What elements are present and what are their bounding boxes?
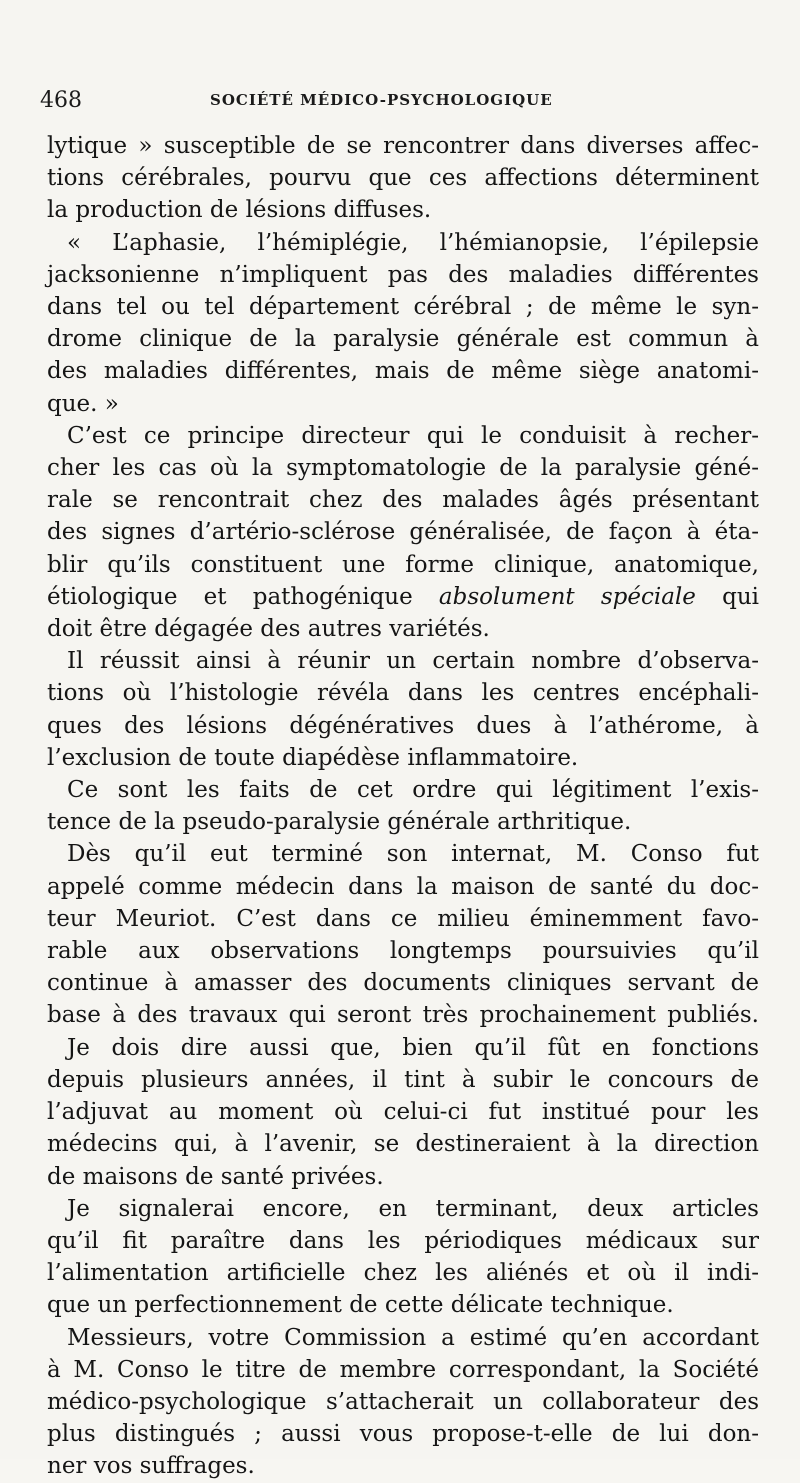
text-line: dans tel ou tel département cérébral ; de même le syn- xyxy=(47,294,759,321)
italic-text: absolument spéciale xyxy=(438,583,696,610)
text-fragment: étiologique et pathogénique xyxy=(47,583,439,610)
text-line: ques des lésions dégénératives dues à l’athérome, à xyxy=(47,712,759,739)
text-fragment: qui xyxy=(695,583,759,610)
text-line: ner vos suffrages. xyxy=(47,1453,255,1480)
text-line: tions où l’histologie révéla dans les centres encéphali- xyxy=(47,680,759,707)
text-line: appelé comme médecin dans la maison de santé du doc- xyxy=(47,873,759,900)
text-line: tence de la pseudo-paralysie générale arthritique. xyxy=(47,809,632,836)
text-line: des maladies différentes, mais de même siège anatomi- xyxy=(47,358,759,385)
text-line: l’exclusion de toute diapédèse inflammatoire. xyxy=(47,744,579,771)
text-line: doit être dégagée des autres variétés. xyxy=(47,616,490,643)
text-line: base à des travaux qui seront très prochainement publiés. xyxy=(47,1002,759,1029)
text-line: rale se rencontrait chez des malades âgés présentant xyxy=(47,487,759,514)
text-line: depuis plusieurs années, il tint à subir le concours de xyxy=(47,1066,759,1093)
text-line: à M. Conso le titre de membre correspondant, la Société xyxy=(47,1356,759,1383)
text-line: l’adjuvat au moment où celui-ci fut institué pour les xyxy=(47,1099,759,1126)
text-line: que. » xyxy=(47,390,119,417)
text-line: la production de lésions diffuses. xyxy=(47,197,432,224)
text-line: teur Meuriot. C’est dans ce milieu éminemment favo- xyxy=(47,905,759,932)
text-line: C’est ce principe directeur qui le conduisit à recher- xyxy=(67,422,759,449)
text-line: tions cérébrales, pourvu que ces affections déterminent xyxy=(47,165,759,192)
text-line: rable aux observations longtemps poursuivies qu’il xyxy=(47,938,759,965)
page-number: 468 xyxy=(40,88,82,113)
text-line xyxy=(47,581,759,613)
text-line: lytique » susceptible de se rencontrer dans diverses affec- xyxy=(47,133,759,159)
text-line: « L’aphasie, l’hémiplégie, l’hémianopsie, l’épilepsie xyxy=(67,229,759,256)
text-line: Il réussit ainsi à réunir un certain nombre d’observa- xyxy=(67,648,759,675)
text-line: plus distingués ; aussi vous propose-t-elle de lui don- xyxy=(47,1421,759,1448)
text-line: l’alimentation artificielle chez les aliénés et où il indi- xyxy=(47,1260,759,1287)
text-line: jacksonienne n’impliquent pas des maladies différentes xyxy=(47,261,759,288)
text-line: blir qu’ils constituent une forme clinique, anatomique, xyxy=(47,551,759,578)
text-line: des signes d’artério-sclérose généralisée, de façon à éta- xyxy=(47,519,759,546)
text-line: cher les cas où la symptomatologie de la paralysie géné- xyxy=(47,455,759,482)
text-line: médecins qui, à l’avenir, se destineraient à la direction xyxy=(47,1131,759,1158)
text-line: drome clinique de la paralysie générale est commun à xyxy=(47,326,759,353)
text-line: Ce sont les faits de cet ordre qui légitiment l’exis- xyxy=(67,777,759,804)
page-header xyxy=(40,88,770,118)
text-line: que un perfectionnement de cette délicate technique. xyxy=(47,1292,674,1319)
text-line: Messieurs, votre Commission a estimé qu’en accordant xyxy=(67,1324,759,1351)
text-line: continue à amasser des documents cliniques servant de xyxy=(47,970,759,997)
running-head: SOCIÉTÉ MÉDICO-PSYCHOLOGIQUE xyxy=(210,91,553,109)
body-text xyxy=(47,130,759,1483)
text-line: Dès qu’il eut terminé son internat, M. Conso fut xyxy=(67,841,759,868)
text-line: Je signalerai encore, en terminant, deux articles xyxy=(67,1195,759,1222)
text-line: de maisons de santé privées. xyxy=(47,1163,384,1190)
text-line: qu’il fit paraître dans les périodiques médicaux sur xyxy=(47,1227,759,1254)
text-line: Je dois dire aussi que, bien qu’il fût en fonctions xyxy=(67,1034,759,1061)
text-line: médico-psychologique s’attacherait un collaborateur des xyxy=(47,1388,759,1415)
